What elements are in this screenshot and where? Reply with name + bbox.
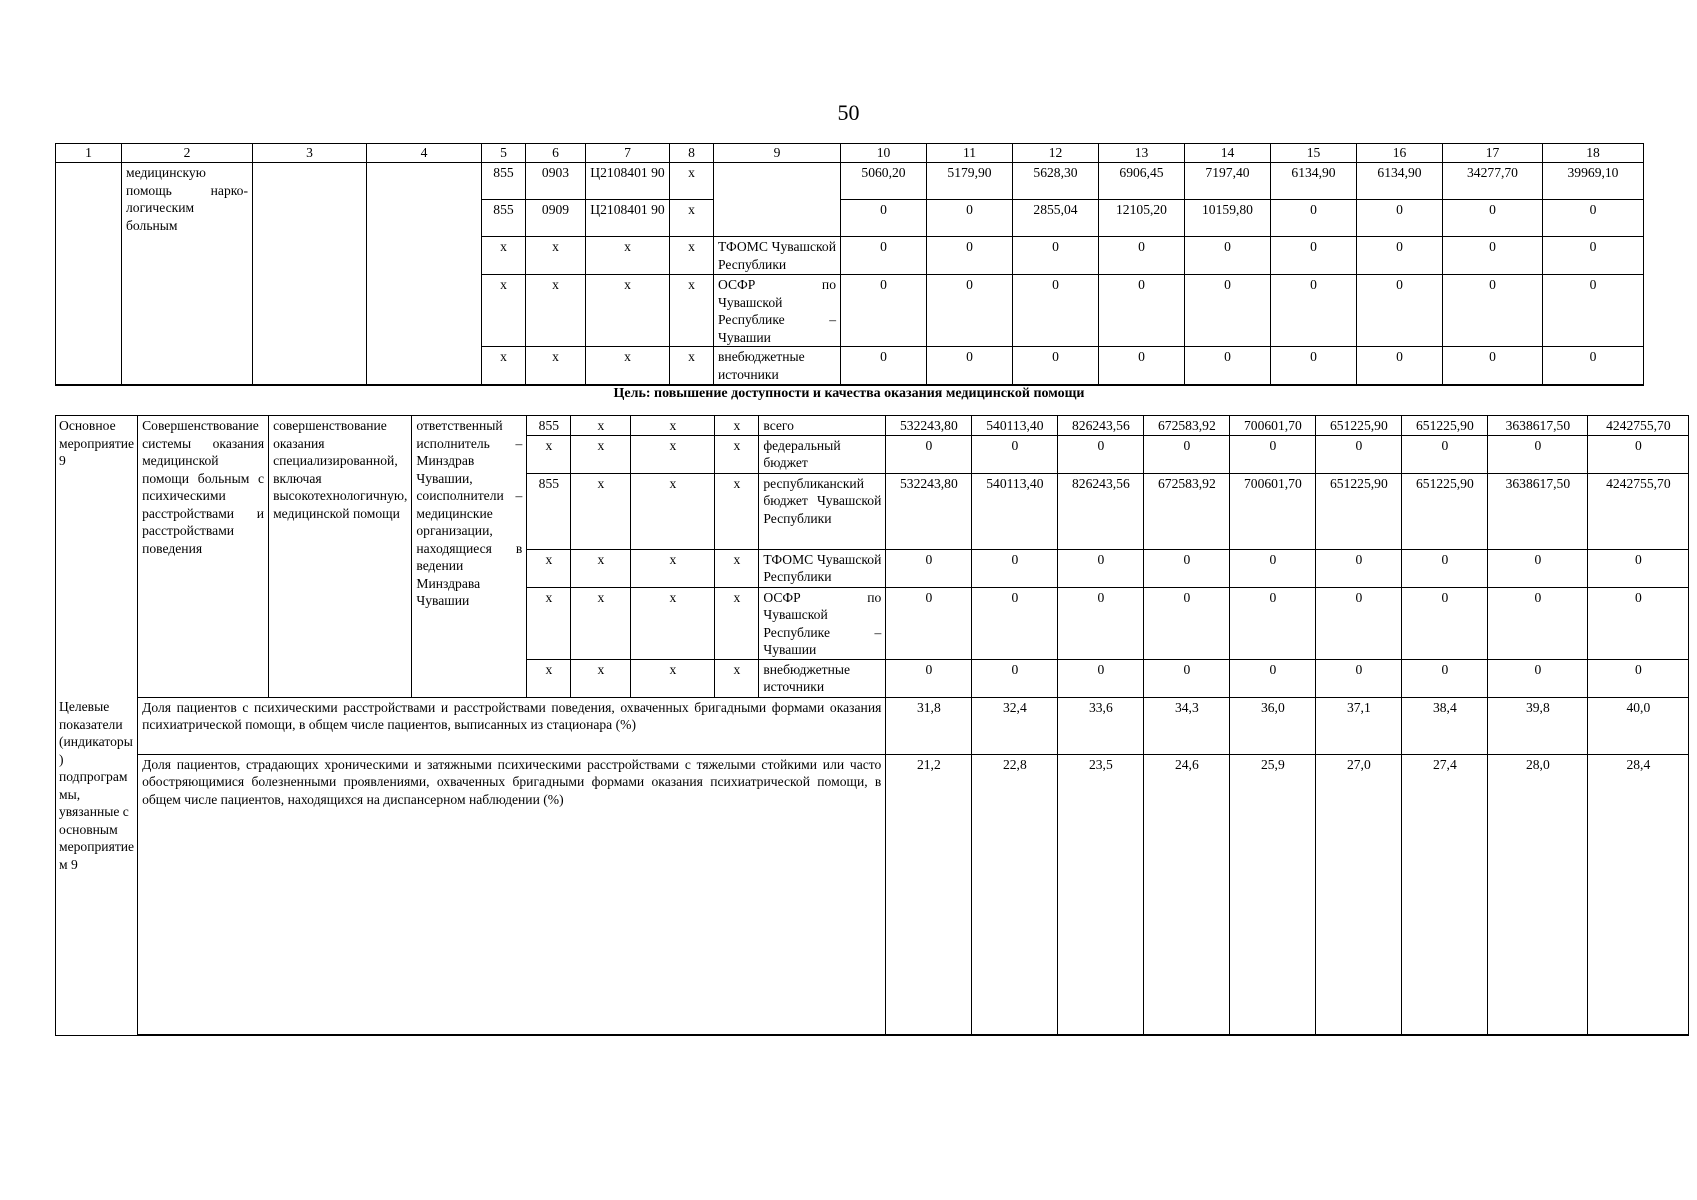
expense-type: х <box>670 200 714 237</box>
value-cell: 0 <box>1488 659 1588 697</box>
value-cell: 0 <box>1543 275 1644 347</box>
value-cell: 0 <box>1357 275 1443 347</box>
value-cell: 540113,40 <box>972 473 1058 549</box>
value-cell: 0 <box>1488 549 1588 587</box>
indicator-value: 27,0 <box>1316 754 1402 1035</box>
value-cell: 4242755,70 <box>1588 473 1689 549</box>
value-cell: 0 <box>972 549 1058 587</box>
value-cell: 6906,45 <box>1099 163 1185 200</box>
cell-empty <box>367 163 482 385</box>
responsible-executor: ответственный исполнитель – Минздрав Чувашии, соисполнители – медицинские организации, находящиеся в ведении Минздрава Чувашии <box>412 416 527 698</box>
grbs-code: х <box>482 237 526 275</box>
value-cell: 0 <box>972 435 1058 473</box>
grbs-code: х <box>527 435 571 473</box>
value-cell: 0 <box>1230 549 1316 587</box>
col-number: 10 <box>841 144 927 163</box>
expense-type: х <box>715 473 759 549</box>
value-cell: 826243,56 <box>1058 416 1144 436</box>
value-cell: 6134,90 <box>1357 163 1443 200</box>
value-cell: 0 <box>1099 347 1185 385</box>
value-cell: 0 <box>1588 549 1689 587</box>
activity-number: Основное мероприятие 9 <box>56 416 138 698</box>
table-row <box>56 416 1689 436</box>
value-cell: 34277,70 <box>1443 163 1543 200</box>
activity-name: медицинскую помощь нарко-логическим больным <box>122 163 253 385</box>
value-cell: 3638617,50 <box>1488 416 1588 436</box>
target-code: х <box>631 435 715 473</box>
value-cell: 0 <box>886 587 972 659</box>
value-cell: 0 <box>1013 237 1099 275</box>
col-number: 14 <box>1185 144 1271 163</box>
funding-source: республиканский бюджет Чувашской Республики <box>759 473 886 549</box>
value-cell: 0 <box>972 587 1058 659</box>
value-cell: 0 <box>1058 587 1144 659</box>
value-cell: 651225,90 <box>1402 473 1488 549</box>
value-cell: 0 <box>1488 435 1588 473</box>
value-cell: 0 <box>1443 200 1543 237</box>
value-cell: 651225,90 <box>1316 473 1402 549</box>
value-cell: 0 <box>1543 237 1644 275</box>
value-cell: 0 <box>1058 549 1144 587</box>
page-number: 50 <box>837 100 860 125</box>
value-cell: 0 <box>1543 200 1644 237</box>
value-cell: 0 <box>1099 237 1185 275</box>
value-cell: 0 <box>841 200 927 237</box>
funding-source: внебюджетные источники <box>759 659 886 697</box>
col-number: 7 <box>586 144 670 163</box>
section-goal-heading: Цель: повышение доступности и качества оказания медицинской помощи <box>613 386 1085 401</box>
value-cell: 0 <box>972 659 1058 697</box>
value-cell: 0 <box>1316 587 1402 659</box>
section-code: х <box>571 659 631 697</box>
section-code: х <box>526 237 586 275</box>
indicator-value: 40,0 <box>1588 697 1689 754</box>
grbs-code: х <box>482 347 526 385</box>
value-cell: 6134,90 <box>1271 163 1357 200</box>
indicator-value: 27,4 <box>1402 754 1488 1035</box>
indicator-value: 22,8 <box>972 754 1058 1035</box>
section-code: х <box>571 587 631 659</box>
value-cell: 0 <box>1402 587 1488 659</box>
value-cell: 12105,20 <box>1099 200 1185 237</box>
section-code: х <box>571 416 631 436</box>
value-cell: 0 <box>1316 549 1402 587</box>
funding-source: ТФОМС Чувашской Республики <box>759 549 886 587</box>
value-cell: 0 <box>1185 275 1271 347</box>
value-cell: 532243,80 <box>886 473 972 549</box>
value-cell: 0 <box>1316 435 1402 473</box>
value-cell: 0 <box>1402 549 1488 587</box>
indicator-value: 31,8 <box>886 697 972 754</box>
value-cell: 651225,90 <box>1316 416 1402 436</box>
expense-type: х <box>670 347 714 385</box>
col-number: 12 <box>1013 144 1099 163</box>
target-code: х <box>586 237 670 275</box>
value-cell: 0 <box>1185 347 1271 385</box>
target-code: х <box>631 549 715 587</box>
col-number: 17 <box>1443 144 1543 163</box>
value-cell: 0 <box>1443 275 1543 347</box>
funding-source: внебюджетные источники <box>714 347 841 385</box>
indicator-text: Доля пациентов, страдающих хроническими и затяжными психическими расстройствами с тяжелыми стойкими или часто обостряющимися болезненными проявлениями, охваченных бригадными формами оказания психиатрической помощи, в общем числе пациентов, находящихся на диспансерном наблюдении (%) <box>138 754 886 1035</box>
indicator-value: 21,2 <box>886 754 972 1035</box>
expense-type: х <box>715 587 759 659</box>
activity-name: Совершенствование системы оказания медицинской помощи больным с психическими расстройствами и расстройствами поведения <box>138 416 269 698</box>
value-cell: 0 <box>1402 435 1488 473</box>
value-cell: 0 <box>1185 237 1271 275</box>
value-cell: 0 <box>1588 587 1689 659</box>
value-cell: 0 <box>1357 347 1443 385</box>
col-number: 3 <box>253 144 367 163</box>
value-cell: 0 <box>1230 435 1316 473</box>
col-number: 18 <box>1543 144 1644 163</box>
finance-table-activity-9 <box>55 415 1689 1036</box>
value-cell: 4242755,70 <box>1588 416 1689 436</box>
value-cell: 39969,10 <box>1543 163 1644 200</box>
target-code: х <box>631 416 715 436</box>
value-cell: 0 <box>886 435 972 473</box>
section-code: 0909 <box>526 200 586 237</box>
expense-type: х <box>715 435 759 473</box>
value-cell: 0 <box>1543 347 1644 385</box>
col-number: 9 <box>714 144 841 163</box>
col-number: 4 <box>367 144 482 163</box>
indicator-value: 38,4 <box>1402 697 1488 754</box>
value-cell: 5060,20 <box>841 163 927 200</box>
value-cell: 651225,90 <box>1402 416 1488 436</box>
value-cell: 672583,92 <box>1144 473 1230 549</box>
value-cell: 0 <box>1013 275 1099 347</box>
value-cell: 826243,56 <box>1058 473 1144 549</box>
target-code: Ц2108401 90 <box>586 163 670 200</box>
indicator-value: 39,8 <box>1488 697 1588 754</box>
indicator-text: Доля пациентов с психическими расстройствами и расстройствами поведения, охваченных бригадными формами оказания психиатрической помощи, в общем числе пациентов, выписанных из стационара (%) <box>138 697 886 754</box>
value-cell: 0 <box>1588 659 1689 697</box>
grbs-code: 855 <box>527 416 571 436</box>
funding-source: ОСФР по Чувашской Республике – Чувашии <box>714 275 841 347</box>
expense-type: х <box>670 163 714 200</box>
value-cell: 0 <box>927 275 1013 347</box>
value-cell: 0 <box>1357 237 1443 275</box>
indicators-label: Целевые показатели (индикаторы) подпрограммы, увязанные с основным мероприятием 9 <box>56 697 138 1035</box>
value-cell: 0 <box>1488 587 1588 659</box>
value-cell: 0 <box>1144 659 1230 697</box>
value-cell: 0 <box>1588 435 1689 473</box>
value-cell: 0 <box>886 659 972 697</box>
indicator-value: 34,3 <box>1144 697 1230 754</box>
value-cell: 0 <box>1144 435 1230 473</box>
indicator-row <box>56 754 1689 1035</box>
section-code: 0903 <box>526 163 586 200</box>
cell-empty <box>56 163 122 385</box>
value-cell: 0 <box>1316 659 1402 697</box>
value-cell: 0 <box>1443 347 1543 385</box>
value-cell: 7197,40 <box>1185 163 1271 200</box>
grbs-code: х <box>527 549 571 587</box>
section-code: х <box>526 275 586 347</box>
value-cell: 672583,92 <box>1144 416 1230 436</box>
value-cell: 0 <box>1271 347 1357 385</box>
indicator-value: 28,4 <box>1588 754 1689 1035</box>
indicator-value: 36,0 <box>1230 697 1316 754</box>
indicator-value: 25,9 <box>1230 754 1316 1035</box>
indicator-value: 32,4 <box>972 697 1058 754</box>
funding-source: всего <box>759 416 886 436</box>
value-cell: 10159,80 <box>1185 200 1271 237</box>
value-cell: 0 <box>1402 659 1488 697</box>
value-cell: 0 <box>1271 237 1357 275</box>
column-number-row <box>56 144 1644 163</box>
value-cell: 0 <box>1058 435 1144 473</box>
col-number: 5 <box>482 144 526 163</box>
target-code: Ц2108401 90 <box>586 200 670 237</box>
value-cell: 0 <box>927 237 1013 275</box>
expense-type: х <box>670 275 714 347</box>
indicator-value: 23,5 <box>1058 754 1144 1035</box>
table-row <box>56 163 1644 200</box>
funding-source <box>714 163 841 237</box>
activity-result: совершенствование оказания специализированной, включая высокотехнологичную, медицинской помощи <box>269 416 412 698</box>
funding-source: ОСФР по Чувашской Республике – Чувашии <box>759 587 886 659</box>
col-number: 11 <box>927 144 1013 163</box>
col-number: 2 <box>122 144 253 163</box>
section-code: х <box>571 473 631 549</box>
value-cell: 0 <box>927 347 1013 385</box>
value-cell: 0 <box>1230 659 1316 697</box>
grbs-code: 855 <box>482 163 526 200</box>
grbs-code: х <box>482 275 526 347</box>
col-number: 8 <box>670 144 714 163</box>
value-cell: 0 <box>1271 275 1357 347</box>
target-code: х <box>586 347 670 385</box>
col-number: 13 <box>1099 144 1185 163</box>
target-code: х <box>631 659 715 697</box>
value-cell: 5628,30 <box>1013 163 1099 200</box>
grbs-code: 855 <box>527 473 571 549</box>
value-cell: 3638617,50 <box>1488 473 1588 549</box>
col-number: 15 <box>1271 144 1357 163</box>
expense-type: х <box>670 237 714 275</box>
expense-type: х <box>715 549 759 587</box>
col-number: 6 <box>526 144 586 163</box>
value-cell: 0 <box>841 347 927 385</box>
value-cell: 0 <box>841 237 927 275</box>
expense-type: х <box>715 659 759 697</box>
value-cell: 532243,80 <box>886 416 972 436</box>
value-cell: 0 <box>1058 659 1144 697</box>
cell-empty <box>253 163 367 385</box>
target-code: х <box>586 275 670 347</box>
indicator-value: 28,0 <box>1488 754 1588 1035</box>
indicator-value: 24,6 <box>1144 754 1230 1035</box>
value-cell: 0 <box>1443 237 1543 275</box>
expense-type: х <box>715 416 759 436</box>
value-cell: 0 <box>1271 200 1357 237</box>
value-cell: 0 <box>841 275 927 347</box>
value-cell: 0 <box>1144 587 1230 659</box>
col-number: 16 <box>1357 144 1443 163</box>
value-cell: 540113,40 <box>972 416 1058 436</box>
value-cell: 0 <box>1099 275 1185 347</box>
section-code: х <box>526 347 586 385</box>
target-code: х <box>631 473 715 549</box>
grbs-code: х <box>527 659 571 697</box>
value-cell: 0 <box>1013 347 1099 385</box>
col-number: 1 <box>56 144 122 163</box>
value-cell: 0 <box>1357 200 1443 237</box>
indicator-row <box>56 697 1689 754</box>
value-cell: 700601,70 <box>1230 416 1316 436</box>
section-code: х <box>571 549 631 587</box>
value-cell: 0 <box>1144 549 1230 587</box>
value-cell: 0 <box>1230 587 1316 659</box>
section-code: х <box>571 435 631 473</box>
funding-source: федеральный бюджет <box>759 435 886 473</box>
value-cell: 0 <box>886 549 972 587</box>
value-cell: 700601,70 <box>1230 473 1316 549</box>
grbs-code: 855 <box>482 200 526 237</box>
value-cell: 0 <box>927 200 1013 237</box>
indicator-value: 33,6 <box>1058 697 1144 754</box>
indicator-value: 37,1 <box>1316 697 1402 754</box>
grbs-code: х <box>527 587 571 659</box>
value-cell: 5179,90 <box>927 163 1013 200</box>
target-code: х <box>631 587 715 659</box>
value-cell: 2855,04 <box>1013 200 1099 237</box>
funding-source: ТФОМС Чувашской Республики <box>714 237 841 275</box>
finance-table-continuation <box>55 143 1644 386</box>
